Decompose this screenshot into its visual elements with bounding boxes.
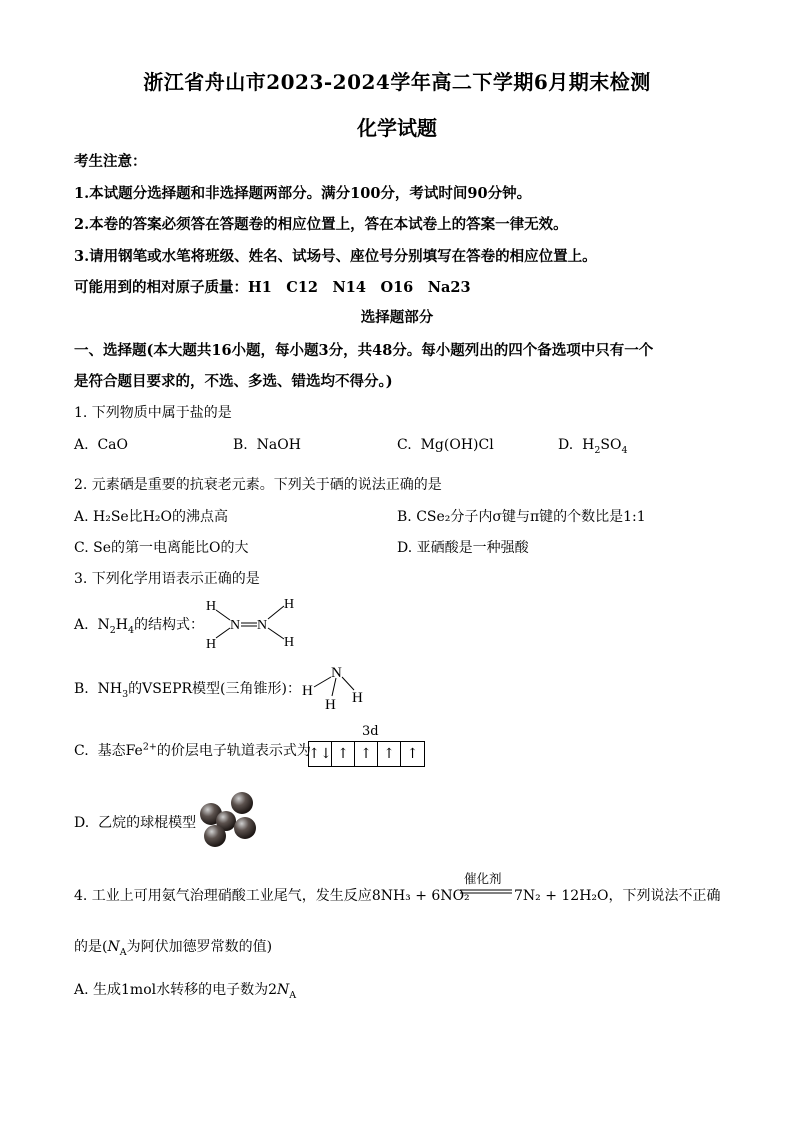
fe2-orbital-diagram: [308, 741, 425, 767]
orbital-box-4: ↑: [378, 742, 401, 766]
orbital-box-5: ↑: [406, 746, 419, 762]
atom-h-1: H: [206, 599, 217, 614]
q3-option-a: A. $N_2H_4$的结构式：: [74, 617, 205, 636]
notice-item-1: 1.本试题分选择题和非选择题两部分。满分100分，考试时间90分钟。: [74, 185, 532, 202]
q1-option-d: D. $H_2SO_4$: [558, 437, 628, 456]
exam-title: 浙江省舟山市2023-2024学年高二下学期6月期末检测: [143, 70, 651, 94]
orbital-box-1: ↑↓: [309, 742, 332, 766]
hydrazine-structure: [198, 594, 302, 652]
ethane-ball-stick-model: [195, 790, 261, 850]
q2-stem: 2. 元素硒是重要的抗衰老元素。下列关于硒的说法正确的是: [74, 477, 442, 493]
atom-h-3: H: [284, 597, 295, 612]
orbital-box-2: ↑: [332, 742, 355, 766]
notice-heading: 考生注意：: [74, 153, 147, 170]
q1-option-b: B. NaOH: [233, 437, 301, 453]
atom-h-4: H: [284, 635, 295, 650]
q4-equation-left: 8NH₃ + 6NO₂: [371, 888, 470, 904]
notice-item-3: 3.请用钢笔或水笔将班级、姓名、试场号、座位号分别填写在答卷的相应位置上。: [74, 248, 597, 265]
q1-option-c: C. Mg(OH)Cl: [397, 437, 494, 453]
atom-h-right: H: [352, 690, 363, 706]
atom-h-bottom: H: [325, 697, 336, 712]
orbital-box-3: ↑: [355, 742, 378, 766]
exam-subtitle: 化学试题: [357, 116, 437, 140]
section-title: 选择题部分: [360, 309, 434, 326]
atom-n-2: N: [257, 618, 268, 633]
q3-option-b: B. $NH_3$的VSEPR模型(三角锥形)：: [74, 681, 301, 700]
q1-stem: 1. 下列物质中属于盐的是: [74, 405, 232, 421]
q3-option-c: C. 基态$Fe^{2+}$的价层电子轨道表示式为: [74, 741, 311, 759]
atom-n-1: N: [230, 618, 241, 633]
notice-item-2: 2.本卷的答案必须答在答题卷的相应位置上，答在本试卷上的答案一律无效。: [74, 216, 568, 233]
q4-option-a: A. 生成1mol水转移的电子数为$2N_A$: [74, 982, 297, 1001]
atom-n: N: [331, 665, 342, 681]
q2-option-c: C. Se的第一电离能比O的大: [74, 540, 249, 556]
reaction-arrow-lines: [460, 888, 512, 896]
part1-intro-line2: 是符合题目要求的，不选、多选、错选均不得分。): [74, 373, 393, 390]
q2-option-d: D. 亚硒酸是一种强酸: [397, 540, 529, 556]
q4-equation-right: 7N₂ + 12H₂O，下列说法不正确: [514, 888, 721, 904]
q4-stem-line1: 4. 工业上可用氨气治理硝酸工业尾气，发生反应8NH₃ + 6NO₂: [74, 888, 470, 904]
q2-option-b: B. CSe₂分子内σ键与π键的个数比是1:1: [397, 509, 646, 525]
atomic-masses: 可能用到的相对原子质量：H1 C12 N14 O16 Na23: [74, 279, 471, 296]
atom-h-left: H: [302, 683, 313, 699]
ball-4: [204, 825, 226, 847]
q3-option-d: D. 乙烷的球棍模型: [74, 815, 197, 831]
catalyst-label: 催化剂: [464, 871, 502, 886]
q4-stem-line2: 的是($N_A$为阿伏加德罗常数的值): [74, 939, 273, 958]
ball-5: [234, 817, 256, 839]
ammonia-vsepr-model: [298, 662, 370, 712]
part1-intro-line1: 一、选择题(本大题共16小题，每小题3分，共48分。每小题列出的四个备选项中只有一个: [74, 342, 654, 359]
ball-2: [231, 792, 253, 814]
q2-option-a: A. H₂Se比H₂O的沸点高: [74, 509, 229, 525]
atom-h-2: H: [206, 637, 217, 652]
q1-option-a: A. CaO: [74, 437, 129, 453]
orbital-label-3d: 3d: [362, 724, 379, 739]
q3-stem: 3. 下列化学用语表示正确的是: [74, 571, 260, 587]
